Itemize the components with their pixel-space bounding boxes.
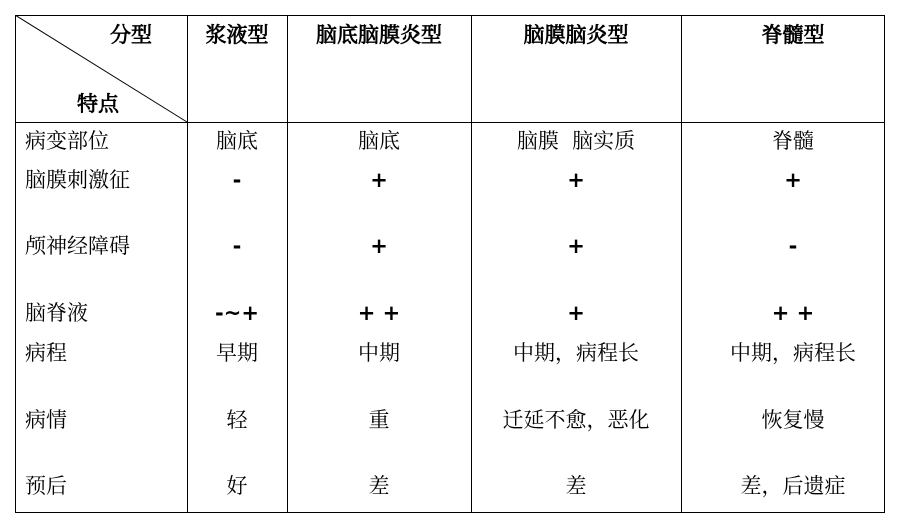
table-cell: 好 <box>226 474 248 498</box>
table-cell: 早期 <box>216 341 258 365</box>
table-border-right <box>884 15 885 513</box>
table-cell: 轻 <box>226 408 248 432</box>
row-label-prognosis: 预后 <box>25 474 67 498</box>
table-cell: - <box>232 234 242 258</box>
table-cell: 中期，病程长 <box>730 341 856 365</box>
table-cell: 中期 <box>358 341 400 365</box>
column-header-meningoencephalitis: 脑膜脑炎型 <box>523 23 629 47</box>
row-label-cranial-nerve: 颅神经障碍 <box>25 234 130 258</box>
row-label-course: 病程 <box>25 341 67 365</box>
column-header-spinal: 脊髓型 <box>761 23 825 47</box>
column-header-serous: 浆液型 <box>205 23 269 47</box>
table-cell: + <box>567 234 585 258</box>
table-cell: 脑底 <box>358 129 400 153</box>
table-cell: 差，后遗症 <box>740 474 846 498</box>
table-cell: + <box>370 234 388 258</box>
table-cell: 迁延不愈，恶化 <box>502 408 650 432</box>
corner-header-type: 分型 <box>110 23 152 47</box>
table-cell: - <box>232 168 242 192</box>
table-cell: + + <box>771 301 815 325</box>
table-cell: 差 <box>565 474 587 498</box>
table-cell: - <box>788 234 798 258</box>
table-cell: 脑膜 脑实质 <box>516 129 636 153</box>
table-cell: + <box>567 168 585 192</box>
table-cell: 中期，病程长 <box>513 341 639 365</box>
table-cell: 重 <box>368 408 390 432</box>
column-divider-4 <box>681 15 682 513</box>
row-label-csf: 脑脊液 <box>25 301 88 325</box>
table-cell: + <box>370 168 388 192</box>
table-cell: 差 <box>368 474 390 498</box>
table-cell: + <box>567 301 585 325</box>
table-cell: 恢复慢 <box>761 408 825 432</box>
comparison-table <box>15 15 885 513</box>
column-header-basal-meningitis: 脑底脑膜炎型 <box>316 23 442 47</box>
table-cell: + <box>784 168 802 192</box>
column-divider-3 <box>471 15 472 513</box>
corner-header-features: 特点 <box>77 92 119 116</box>
row-label-meningeal-irritation: 脑膜刺激征 <box>25 168 130 192</box>
table-cell: + + <box>357 301 401 325</box>
row-label-lesion-site: 病变部位 <box>25 129 109 153</box>
column-divider-2 <box>287 15 288 513</box>
table-border-bottom <box>15 512 885 513</box>
table-cell: 脊髓 <box>772 129 814 153</box>
table-cell: 脑底 <box>216 129 258 153</box>
row-label-condition: 病情 <box>25 408 67 432</box>
table-cell: -~+ <box>215 301 259 325</box>
